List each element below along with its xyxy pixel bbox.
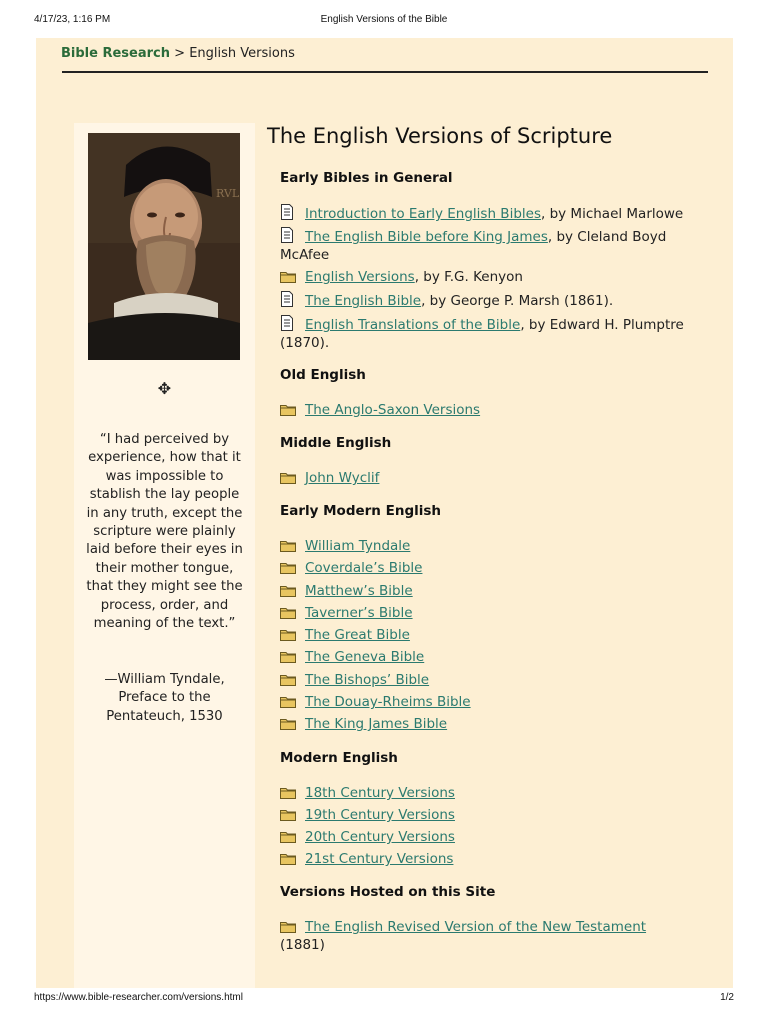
list-item	[280, 268, 695, 286]
item-link[interactable]: John Wyclif	[305, 470, 380, 486]
section-heading-hosted: Versions Hosted on this Site	[280, 884, 496, 900]
item-link[interactable]: The King James Bible	[305, 716, 448, 732]
print-header	[0, 14, 768, 30]
item-link[interactable]: The Anglo-Saxon Versions	[305, 402, 481, 418]
document-icon	[280, 315, 296, 331]
svg-text:RVL: RVL	[216, 187, 240, 200]
folder-icon	[280, 561, 296, 574]
list-item	[280, 850, 695, 868]
list-item	[280, 671, 695, 689]
section-heading-middle-english: Middle English	[280, 435, 392, 451]
print-datetime: 4/17/23, 1:16 PM	[34, 14, 111, 25]
item-link[interactable]: William Tyndale	[305, 538, 411, 554]
item-link[interactable]: English Translations of the Bible	[305, 317, 521, 333]
item-link[interactable]: 19th Century Versions	[305, 807, 455, 823]
list-item	[280, 604, 695, 622]
section-heading-early-modern: Early Modern English	[280, 503, 442, 519]
list-item	[280, 626, 695, 644]
ornament-icon: ✥	[157, 379, 172, 398]
item-link[interactable]: 18th Century Versions	[305, 785, 455, 801]
list-item	[280, 648, 695, 666]
item-link[interactable]: The English Bible	[305, 293, 422, 309]
list-item	[280, 828, 695, 846]
item-link[interactable]: Taverner’s Bible	[305, 605, 413, 621]
item-link[interactable]: The English Revised Version of the New Testament	[305, 919, 647, 935]
item-link[interactable]: 21st Century Versions	[305, 851, 454, 867]
folder-icon	[280, 650, 296, 663]
item-link[interactable]: Introduction to Early English Bibles	[305, 206, 541, 222]
document-icon	[280, 291, 296, 307]
item-link[interactable]: The Great Bible	[305, 627, 410, 643]
section-heading-early: Early Bibles in General	[280, 170, 453, 186]
tyndale-portrait	[88, 133, 240, 360]
breadcrumb-separator: >	[174, 46, 186, 61]
list-item	[280, 918, 695, 954]
item-byline: , by F.G. Kenyon	[414, 269, 523, 285]
item-link[interactable]: The Douay-Rheims Bible	[305, 694, 471, 710]
print-page-number: 1/2	[720, 992, 734, 1003]
folder-icon	[280, 786, 296, 799]
list-item	[280, 401, 695, 419]
tyndale-quote: “I had perceived by experience, how that it was impossible to stablish the lay people in any truth, except the scripture were plainly laid before their eyes in their mother tongue, that they might see the process, order, and meaning of the text.”	[86, 432, 243, 632]
folder-icon	[280, 471, 296, 484]
print-url: https://www.bible-researcher.com/versions.html	[34, 992, 243, 1003]
folder-icon	[280, 270, 296, 283]
breadcrumb-current: English Versions	[189, 46, 295, 61]
section-heading-modern: Modern English	[280, 750, 398, 766]
document-icon	[280, 227, 296, 243]
list-item	[280, 315, 695, 352]
list-item	[280, 806, 695, 824]
item-byline: , by Michael Marlowe	[540, 206, 684, 222]
list-item	[280, 693, 695, 711]
item-link[interactable]: The Bishops’ Bible	[305, 672, 430, 688]
main-content	[267, 123, 707, 953]
folder-icon	[280, 673, 296, 686]
breadcrumb-root-link[interactable]: Bible Research	[61, 46, 170, 61]
item-link[interactable]: Matthew’s Bible	[305, 583, 413, 599]
list-item	[280, 291, 695, 310]
list-item	[280, 469, 695, 487]
section-heading-old-english: Old English	[280, 367, 366, 383]
page-body	[36, 38, 733, 988]
print-footer	[0, 992, 768, 1008]
folder-icon	[280, 830, 296, 843]
item-byline: (1881)	[280, 937, 325, 953]
item-byline: , by Edward H. Plumptre (1870).	[280, 317, 684, 351]
list-item	[280, 559, 695, 577]
item-link[interactable]: The Geneva Bible	[305, 649, 425, 665]
document-icon	[280, 204, 296, 220]
folder-icon	[280, 403, 296, 416]
item-link[interactable]: 20th Century Versions	[305, 829, 455, 845]
item-link[interactable]: The English Bible before King James	[305, 229, 548, 245]
item-byline: , by Cleland Boyd McAfee	[280, 229, 667, 263]
folder-icon	[280, 920, 296, 933]
quote-attribution: —William Tyndale, Preface to the Pentateuch, 1530	[104, 672, 225, 724]
folder-icon	[280, 628, 296, 641]
folder-icon	[280, 606, 296, 619]
list-item	[280, 537, 695, 555]
folder-icon	[280, 852, 296, 865]
folder-icon	[280, 808, 296, 821]
item-byline: , by George P. Marsh (1861).	[421, 293, 614, 309]
list-item	[280, 204, 695, 223]
list-item	[280, 715, 695, 733]
folder-icon	[280, 539, 296, 552]
folder-icon	[280, 717, 296, 730]
item-link[interactable]: English Versions	[305, 269, 415, 285]
page-title: The English Versions of Scripture	[267, 124, 613, 148]
sidebar	[74, 123, 255, 988]
item-link[interactable]: Coverdale’s Bible	[305, 560, 423, 576]
breadcrumb	[61, 46, 295, 61]
list-item	[280, 582, 695, 600]
folder-icon	[280, 584, 296, 597]
header-rule	[62, 71, 708, 73]
list-item	[280, 227, 695, 264]
folder-icon	[280, 695, 296, 708]
list-item	[280, 784, 695, 802]
print-title: English Versions of the Bible	[320, 14, 448, 25]
